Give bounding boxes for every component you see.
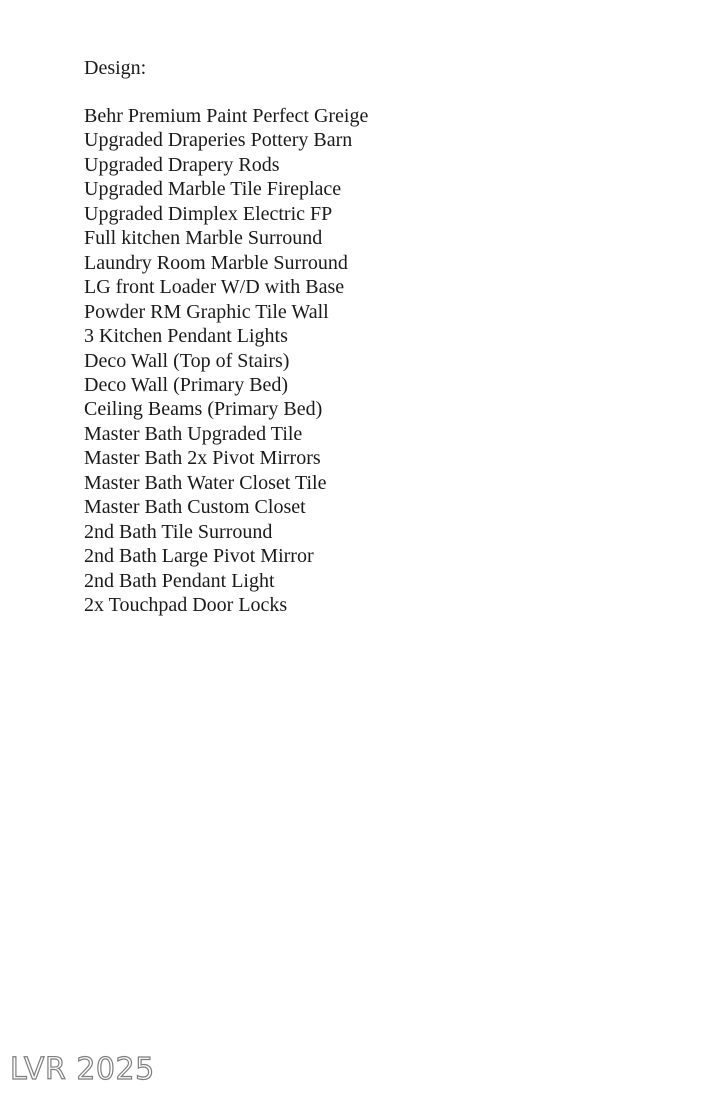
list-item: 2nd Bath Large Pivot Mirror [84,545,314,568]
list-item: Upgraded Drapery Rods [84,153,280,176]
list-item: Ceiling Beams (Primary Bed) [84,398,323,421]
watermark: LVR 2025 [10,1052,155,1087]
list-item: 3 Kitchen Pendant Lights [84,325,288,348]
list-item: Master Bath Custom Closet [84,496,306,519]
list-item: Master Bath 2x Pivot Mirrors [84,447,321,470]
list-item: Upgraded Dimplex Electric FP [84,202,333,225]
list-item: Master Bath Upgraded Tile [84,422,303,445]
list-item: Laundry Room Marble Surround [84,251,348,274]
list-item: 2nd Bath Pendant Light [84,569,275,592]
document-heading: Design: [84,57,147,79]
list-item: Master Bath Water Closet Tile [84,471,327,494]
list-item: 2nd Bath Tile Surround [84,520,273,543]
design-item-list [84,104,368,618]
list-item: Behr Premium Paint Perfect Greige [84,105,369,127]
list-item: LG front Loader W/D with Base [84,276,345,299]
list-item: Deco Wall (Top of Stairs) [84,349,290,372]
list-item: 2x Touchpad Door Locks [84,594,288,617]
list-item: Full kitchen Marble Surround [84,227,323,250]
list-item: Upgraded Draperies Pottery Barn [84,129,353,152]
list-item: Deco Wall (Primary Bed) [84,373,289,396]
list-item: Upgraded Marble Tile Fireplace [84,178,342,201]
list-item: Powder RM Graphic Tile Wall [84,300,329,323]
